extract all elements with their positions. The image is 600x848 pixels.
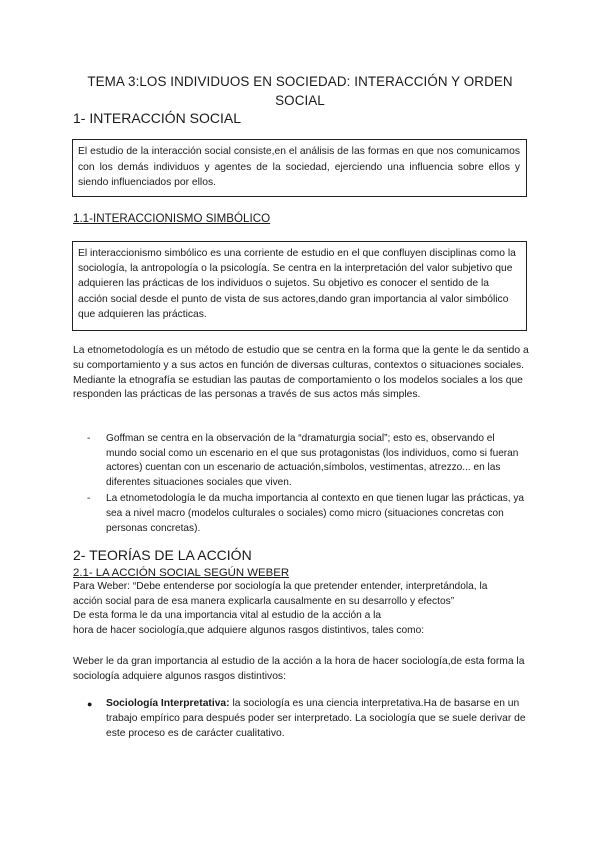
document-title: TEMA 3:LOS INDIVIDUOS EN SOCIEDAD: INTERACCIÓN Y ORDEN SOCIAL: [87, 74, 513, 108]
list-item-text: Goffman se centra en la observación de la “dramaturgia social”; esto es, observando el mundo social como un escenario en el que sus protagonistas (los individuos, como si fueran actores) cuentan con un escenario de actuación,símbolos, vestimentas, atrezzo... en las diferentes situaciones sociales que viven.: [106, 433, 519, 488]
section-heading-interaccion-social: 1- INTERACCIÓN SOCIAL: [73, 110, 242, 126]
paragraph-weber-importancia: Weber le da gran importancia al estudio de la acción a la hora de hacer sociología,de esta forma la sociología adquiere algunos rasgos distintivos:: [73, 656, 525, 682]
quote-line: hora de hacer sociología,que adquiere algunos rasgos distintivos, tales como:: [73, 624, 425, 636]
list-item-text: La etnometodología le da mucha importancia al contexto en que tienen lugar las prácticas, ya sea a nivel macro (modelos culturales o sociales) como micro (situaciones concretas con personas concretas).: [106, 493, 525, 534]
definition-box-interaccionismo: [72, 241, 527, 331]
dash-marker: -: [87, 493, 91, 505]
paragraph-etnometodologia: La etnometodología es un método de estudio que se centra en la forma que la gente le da sentido a su comportamiento y a sus actos en función de diversas culturas, contextos o situaciones sociales. Mediante la etnografía se estudian las pautas de comportamiento o los modelos sociales a los que responden las prácticas de las personas a través de sus actos más simples.: [73, 345, 529, 401]
dash-marker: -: [87, 433, 91, 444]
bullet-marker: ●: [87, 699, 93, 709]
quote-line: acción social para de esa manera explicarla causalmente en su desarrollo y efectos”: [73, 595, 455, 607]
list-item: [87, 492, 527, 536]
quote-line: De esta forma le da una importancia vital al estudio de la acción a la: [73, 610, 382, 622]
list-item: [87, 432, 527, 490]
bullet-term: Sociología Interpretativa:: [106, 698, 230, 709]
bullet-text: la sociología es una ciencia interpretativa.Ha de basarse en un trabajo empírico para después poder ser interpretado. La sociología que se suele derivar de este proceso es de carácter cualitativo.: [106, 698, 526, 739]
subsection-heading-weber: 2.1- LA ACCIÓN SOCIAL SEGÚN WEBER: [73, 567, 290, 579]
list-item: [87, 697, 527, 741]
subsection-heading-interaccionismo: 1.1-INTERACCIONISMO SIMBÓLICO: [73, 212, 271, 225]
definition-text: El estudio de la interacción social consiste,en el análisis de las formas en que nos comunicamos con los demás individuos y agentes de la sociedad, ejerciendo una influencia sobre ellos y siendo influenciados por ellos.: [78, 146, 520, 189]
bullet-list: [87, 697, 527, 741]
definition-box-interaccion-social: [72, 139, 527, 197]
section-heading-teorias-accion: 2- TEORÍAS DE LA ACCIÓN: [73, 547, 252, 563]
definition-text: El interaccionismo simbólico es una corriente de estudio en el que confluyen disciplinas como la sociología, la antropología o la psicología. Se centra en la interpretación del valor subjetivo que adquieren las prácticas de los individuos o sujetos. Su objetivo es conocer el sentido de la acción social desde el punto de vista de sus actores,dando gran importancia al valor simbólico que adquieren las prácticas.: [78, 248, 516, 320]
weber-quote: [73, 580, 543, 638]
dash-list: [87, 432, 527, 537]
quote-line: Para Weber: “Debe entenderse por sociología la que pretender entender, interpretándola, la: [73, 581, 488, 592]
